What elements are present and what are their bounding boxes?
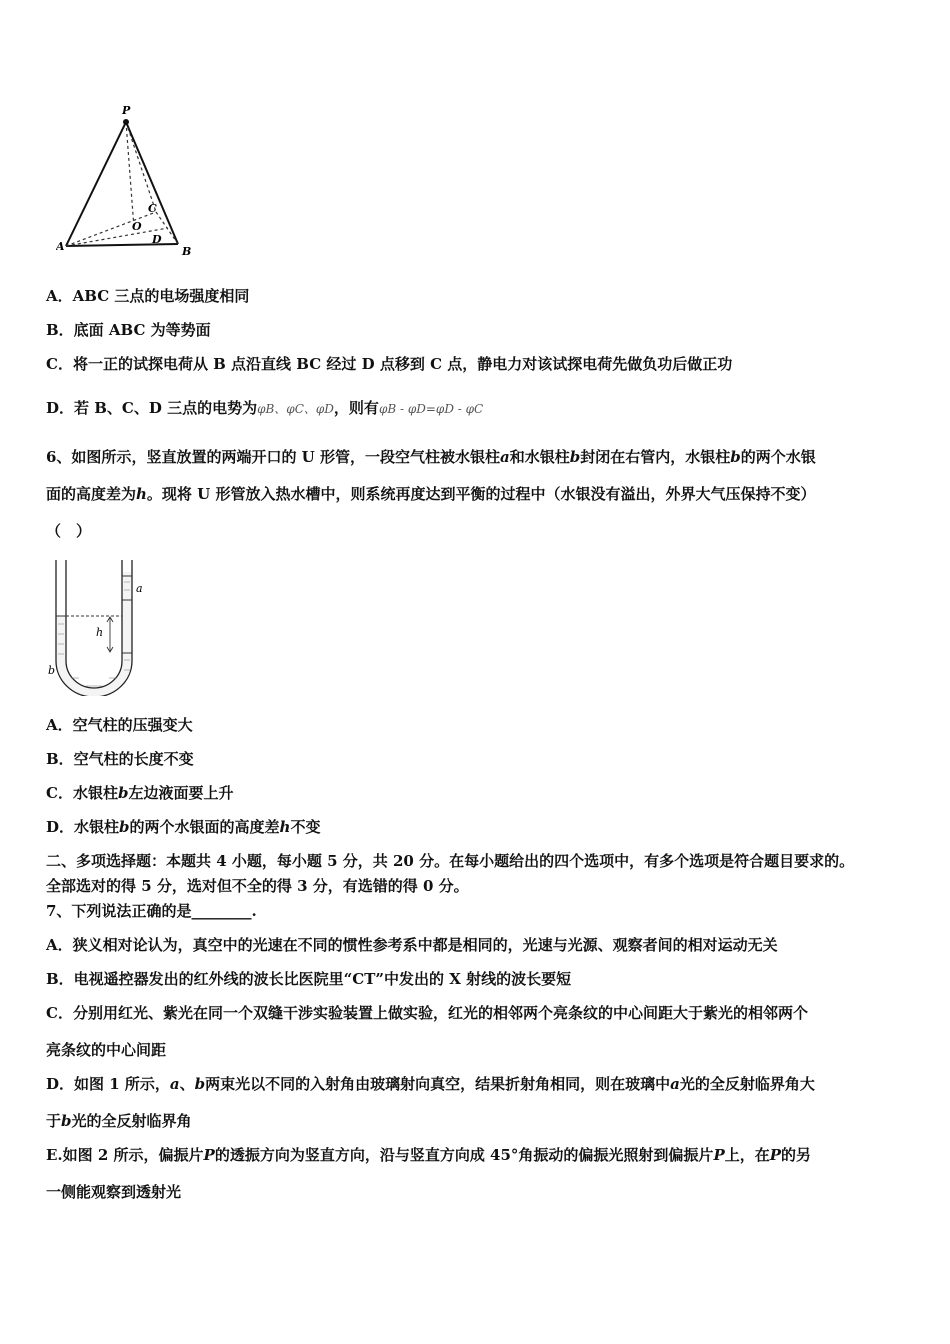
q7-option-c-line1: C．分别用红光、紫光在同一个双缝干涉实验装置上做实验，红光的相邻两个亮条纹的中心间距大于紫光的相邻两个	[46, 1004, 808, 1022]
potential-equation: φB - φD=φD - φC	[378, 402, 484, 416]
q5-option-d	[46, 398, 483, 419]
label-D: D	[152, 233, 162, 246]
label-B: B	[182, 245, 192, 258]
q7-option-a: A．狭义相对论认为，真空中的光速在不同的惯性参考系中都是相同的，光速与光源、观察者间的相对运动无关	[46, 936, 778, 954]
q6-option-d: D．水银柱b的两个水银面的高度差h不变	[46, 818, 321, 836]
q7-stem: 7、下列说法正确的是________.	[46, 902, 257, 920]
q5-option-d-mid: ，则有	[333, 399, 379, 417]
section2-heading-line1: 二、多项选择题：本题共 4 小题，每小题 5 分，共 20 分。在每小题给出的四个选项中，有多个选项是符合题目要求的。	[46, 852, 855, 870]
q7-option-e-line1: E.如图 2 所示，偏振片P的透振方向为竖直方向，沿与竖直方向成 45°角振动的偏振光照射到偏振片P上，在P的另	[46, 1146, 812, 1164]
pyramid-figure	[56, 100, 206, 260]
label-P: P	[122, 104, 131, 117]
q5-option-c: C．将一正的试探电荷从 B 点沿直线 BC 经过 D 点移到 C 点，静电力对该试探电荷先做负功后做正功	[46, 355, 733, 373]
label-A: A	[56, 240, 65, 253]
potential-symbols: φB、φC、φD	[257, 402, 334, 416]
label-C: C	[148, 202, 157, 215]
fig-label-h: h	[96, 626, 104, 639]
fig-label-a: a	[136, 582, 143, 595]
section2-heading-line2: 全部选对的得 5 分，选对但不全的得 3 分，有选错的得 0 分。	[46, 877, 469, 895]
q6-option-b: B．空气柱的长度不变	[46, 750, 194, 768]
q5-option-d-text: D．若 B、C、D 三点的电势为	[46, 399, 258, 417]
q7-option-b: B．电视遥控器发出的红外线的波长比医院里“CT”中发出的 X 射线的波长要短	[46, 970, 572, 988]
q7-option-c-line2: 亮条纹的中心间距	[46, 1041, 167, 1059]
q6-stem-line1: 6、如图所示，竖直放置的两端开口的 U 形管，一段空气柱被水银柱a和水银柱b封闭在右管内，水银柱b的两个水银	[46, 448, 816, 466]
q7-option-d-line2: 于b光的全反射临界角	[46, 1112, 192, 1130]
q5-option-b: B．底面 ABC 为等势面	[46, 321, 211, 339]
q5-option-a: A．ABC 三点的电场强度相同	[46, 287, 250, 305]
q6-answer-paren: （ ）	[46, 522, 92, 540]
q7-option-d-line1: D．如图 1 所示，a、b两束光以不同的入射角由玻璃射向真空，结果折射角相同，则在玻璃中a光的全反射临界角大	[46, 1075, 815, 1093]
u-tube-figure	[46, 556, 146, 696]
q6-option-c: C．水银柱b左边液面要上升	[46, 784, 234, 802]
q6-option-a: A．空气柱的压强变大	[46, 716, 193, 734]
q6-stem-line2: 面的高度差为h。现将 U 形管放入热水槽中，则系统再度达到平衡的过程中（水银没有溢出，外界大气压保持不变）	[46, 485, 816, 503]
q7-option-e-line2: 一侧能观察到透射光	[46, 1183, 182, 1201]
fig-label-b: b	[48, 664, 56, 677]
label-O: O	[132, 220, 142, 233]
